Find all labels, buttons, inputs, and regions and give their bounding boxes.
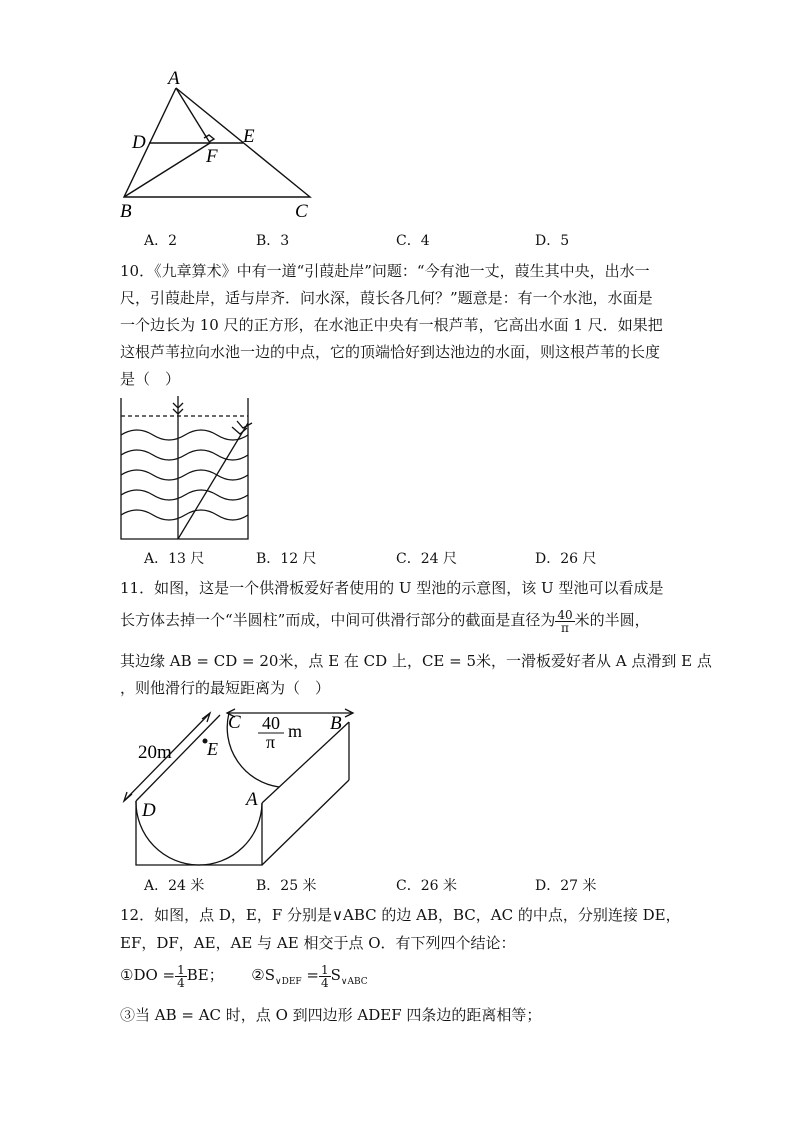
label-b: B: [120, 201, 132, 222]
c2-sub-2: ∨ABC: [340, 977, 368, 987]
label-f: F: [206, 146, 218, 167]
wave-4: [121, 490, 248, 500]
pond-walls: [121, 398, 248, 539]
c2-s: S: [330, 966, 341, 984]
c2-sub-1: ∨DEF: [275, 977, 302, 987]
q12-line-1: 12．如图，点 D，E，F 分别是∨ABC 的边 AB，BC，AC 的中点，分别连接 DE，: [120, 906, 681, 924]
triangle-figure: [110, 62, 330, 227]
c2-numerator: 1: [321, 962, 329, 977]
u-label-e: E: [207, 739, 218, 759]
u-label-b: B: [330, 713, 342, 734]
q11-line-2-post: 米的半圆，: [574, 611, 650, 629]
q11-option-a[interactable]: A．24 米: [144, 878, 205, 894]
c1-numerator: 1: [177, 962, 185, 977]
label-c: C: [295, 201, 308, 222]
q9-option-c[interactable]: C．4: [396, 233, 430, 249]
q10-line-5: 是（ ）: [120, 370, 181, 388]
fraction-denominator: π: [561, 620, 569, 635]
diameter-fraction: [555, 609, 574, 634]
fraction-numerator: 40: [557, 607, 573, 622]
q9-option-d[interactable]: D．5: [535, 233, 570, 249]
q10-line-3: 一个边长为 10 尺的正方形，在水池正中央有一根芦苇，它高出水面 1 尺．如果把: [120, 316, 663, 334]
wave-1: [121, 430, 248, 440]
q11-option-b[interactable]: B．25 米: [256, 878, 317, 894]
q9-option-a[interactable]: A．2: [144, 233, 178, 249]
reed-tip-4: [237, 421, 252, 428]
c1-denominator: 4: [177, 975, 185, 990]
c1-pre: ①DO =: [120, 966, 176, 984]
q12-conclusions-1-2: [120, 962, 368, 996]
q11-line-4: ，则他滑行的最短距离为（ ）: [120, 679, 331, 697]
u-dia-unit: m: [288, 721, 303, 741]
c2-mid: =: [301, 966, 319, 984]
q11-line-3: 其边缘 AB = CD = 20米，点 E 在 CD 上，CE = 5米，一滑板爱好者从 A 点滑到 E 点: [120, 652, 712, 670]
q11-line-2: [120, 607, 650, 634]
q12-line-4: ③当 AB = AC 时，点 O 到四边形 ADEF 四条边的距离相等；: [120, 1006, 542, 1024]
label-d: D: [132, 132, 146, 153]
label-e: E: [243, 126, 255, 147]
q11-option-d[interactable]: D．27 米: [535, 878, 597, 894]
u-pool-figure: [110, 700, 370, 872]
q11-line-1: 11．如图，这是一个供滑板爱好者使用的 U 型池的示意图，该 U 型池可以看成是: [120, 579, 664, 597]
reed-slanted: [178, 423, 248, 539]
u-label-len: 20m: [138, 742, 172, 763]
q10-line-4: 这根芦苇拉向水池一边的中点，它的顶端恰好到达池边的水面，则这根芦苇的长度: [120, 343, 661, 361]
c2-denominator: 4: [321, 975, 329, 990]
label-a: A: [168, 68, 180, 89]
q10-option-b[interactable]: B．12 尺: [256, 551, 317, 567]
q11-line-2-pre: 长方体去掉一个“半圆柱”而成，中间可供滑行部分的截面是直径为: [120, 611, 556, 629]
u-label-c: C: [228, 712, 241, 733]
segment-af: [176, 88, 210, 143]
q10-line-1: 10．《九章算术》中有一道“引葭赴岸”问题：“今有池一丈，葭生其中央，出水一: [120, 262, 650, 280]
q12-line-2: EF，DF，AE，AE 与 AE 相交于点 O．有下列四个结论：: [120, 934, 516, 952]
wave-3: [121, 470, 248, 480]
c1-post: BE；: [186, 966, 224, 984]
u-dia-den: π: [266, 732, 276, 752]
q9-option-b[interactable]: B．3: [256, 233, 290, 249]
bottom-back-edge: [262, 780, 349, 865]
q10-option-c[interactable]: C．24 尺: [396, 551, 457, 567]
q10-option-d[interactable]: D．26 尺: [535, 551, 597, 567]
u-label-a: A: [246, 789, 258, 810]
pond-figure: [112, 393, 262, 543]
c2-pre: ②S: [251, 966, 276, 984]
q11-option-c[interactable]: C．26 米: [396, 878, 457, 894]
q10-option-a[interactable]: A．13 尺: [144, 551, 205, 567]
u-label-d: D: [142, 800, 156, 821]
c2-fraction: [319, 964, 331, 989]
wave-5: [121, 510, 248, 520]
c1-fraction: [175, 964, 187, 989]
q10-line-2: 尺，引葭赴岸，适与岸齐．问水深，葭长各几何？”题意是：有一个水池，水面是: [120, 289, 653, 307]
u-dia-num: 40: [262, 713, 280, 733]
